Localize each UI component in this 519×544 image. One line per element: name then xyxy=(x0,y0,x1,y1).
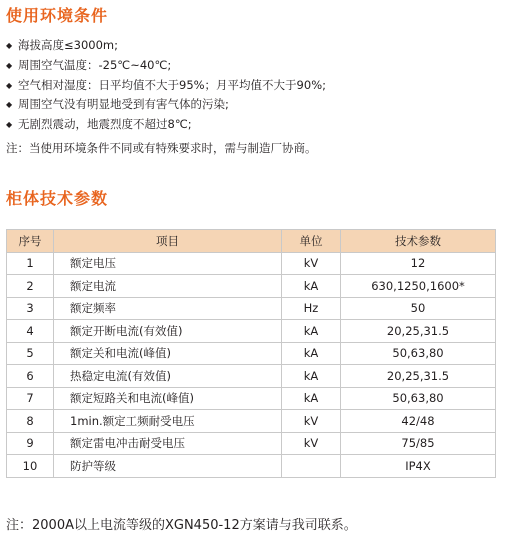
cell-param: 50,63,80 xyxy=(341,342,496,365)
table-row xyxy=(7,365,496,388)
cell-param: 42/48 xyxy=(341,410,496,433)
cell-unit: kA xyxy=(282,342,341,365)
table-row xyxy=(7,387,496,410)
cell-param: 12 xyxy=(341,252,496,275)
cell-unit: kA xyxy=(282,387,341,410)
cell-unit: kA xyxy=(282,275,341,298)
diamond-bullet-icon: ◆ xyxy=(6,41,13,50)
cell-param: IP4X xyxy=(341,455,496,478)
diamond-bullet-icon: ◆ xyxy=(6,120,13,130)
diamond-bullet-icon: ◆ xyxy=(6,100,13,110)
cell-item: 额定关和电流(峰值) xyxy=(54,342,282,365)
cell-item: 额定短路关和电流(峰值) xyxy=(54,387,282,410)
cell-param: 20,25,31.5 xyxy=(341,365,496,388)
env-section-title: 使用环境条件 xyxy=(6,6,109,25)
condition-text: 无剧烈震动，地震烈度不超过8℃; xyxy=(18,117,192,132)
condition-item xyxy=(6,115,326,135)
cell-no: 6 xyxy=(7,365,54,388)
tech-params-table xyxy=(6,229,496,478)
header-item: 项目 xyxy=(54,230,282,253)
cell-unit: kV xyxy=(282,410,341,433)
condition-text: 海拔高度≤3000m; xyxy=(18,38,118,52)
diamond-bullet-icon: ◆ xyxy=(6,80,13,90)
table-row xyxy=(7,275,496,298)
cell-unit: kV xyxy=(282,252,341,275)
cell-param: 75/85 xyxy=(341,432,496,455)
cell-param: 20,25,31.5 xyxy=(341,320,496,343)
cell-item: 额定电流 xyxy=(54,275,282,298)
cell-no: 3 xyxy=(7,297,54,320)
header-param: 技术参数 xyxy=(341,230,496,253)
cell-param: 50,63,80 xyxy=(341,387,496,410)
cell-no: 10 xyxy=(7,455,54,478)
cell-item: 额定开断电流(有效值) xyxy=(54,320,282,343)
cell-item: 1min.额定工频耐受电压 xyxy=(54,410,282,433)
condition-item xyxy=(6,76,326,96)
cell-item: 额定频率 xyxy=(54,297,282,320)
table-row xyxy=(7,297,496,320)
table-row xyxy=(7,342,496,365)
cell-item: 热稳定电流(有效值) xyxy=(54,365,282,388)
condition-item xyxy=(6,36,326,56)
table-header-row xyxy=(7,230,496,253)
table-row xyxy=(7,320,496,343)
header-unit: 单位 xyxy=(282,230,341,253)
table-row xyxy=(7,455,496,478)
cell-no: 8 xyxy=(7,410,54,433)
condition-text: 空气相对湿度：日平均值不大于95%；月平均值不大于90%; xyxy=(18,77,326,92)
diamond-bullet-icon: ◆ xyxy=(6,60,13,70)
tech-section-title: 柜体技术参数 xyxy=(6,189,109,208)
table-row xyxy=(7,252,496,275)
cell-no: 4 xyxy=(7,320,54,343)
cell-no: 5 xyxy=(7,342,54,365)
cell-param: 630,1250,1600* xyxy=(341,275,496,298)
condition-item xyxy=(6,95,326,115)
cell-unit: kA xyxy=(282,365,341,388)
tech-footnote: 注：2000A以上电流等级的XGN450-12方案请与我司联系。 xyxy=(6,518,357,533)
table-row xyxy=(7,432,496,455)
cell-unit xyxy=(282,455,341,478)
condition-item xyxy=(6,56,326,76)
cell-no: 7 xyxy=(7,387,54,410)
cell-unit: kA xyxy=(282,320,341,343)
cell-unit: kV xyxy=(282,432,341,455)
cell-param: 50 xyxy=(341,297,496,320)
table-row xyxy=(7,410,496,433)
condition-text: 周围空气温度：-25℃~40℃; xyxy=(18,57,172,72)
cell-item: 额定电压 xyxy=(54,252,282,275)
cell-no: 2 xyxy=(7,275,54,298)
cell-item: 额定雷电冲击耐受电压 xyxy=(54,432,282,455)
cell-no: 1 xyxy=(7,252,54,275)
condition-list xyxy=(6,36,326,135)
header-no: 序号 xyxy=(7,230,54,253)
env-note: 注：当使用环境条件不同或有特殊要求时，需与制造厂协商。 xyxy=(6,141,317,155)
condition-text: 周围空气没有明显地受到有害气体的污染; xyxy=(18,97,229,112)
cell-item: 防护等级 xyxy=(54,455,282,478)
cell-unit: Hz xyxy=(282,297,341,320)
cell-no: 9 xyxy=(7,432,54,455)
